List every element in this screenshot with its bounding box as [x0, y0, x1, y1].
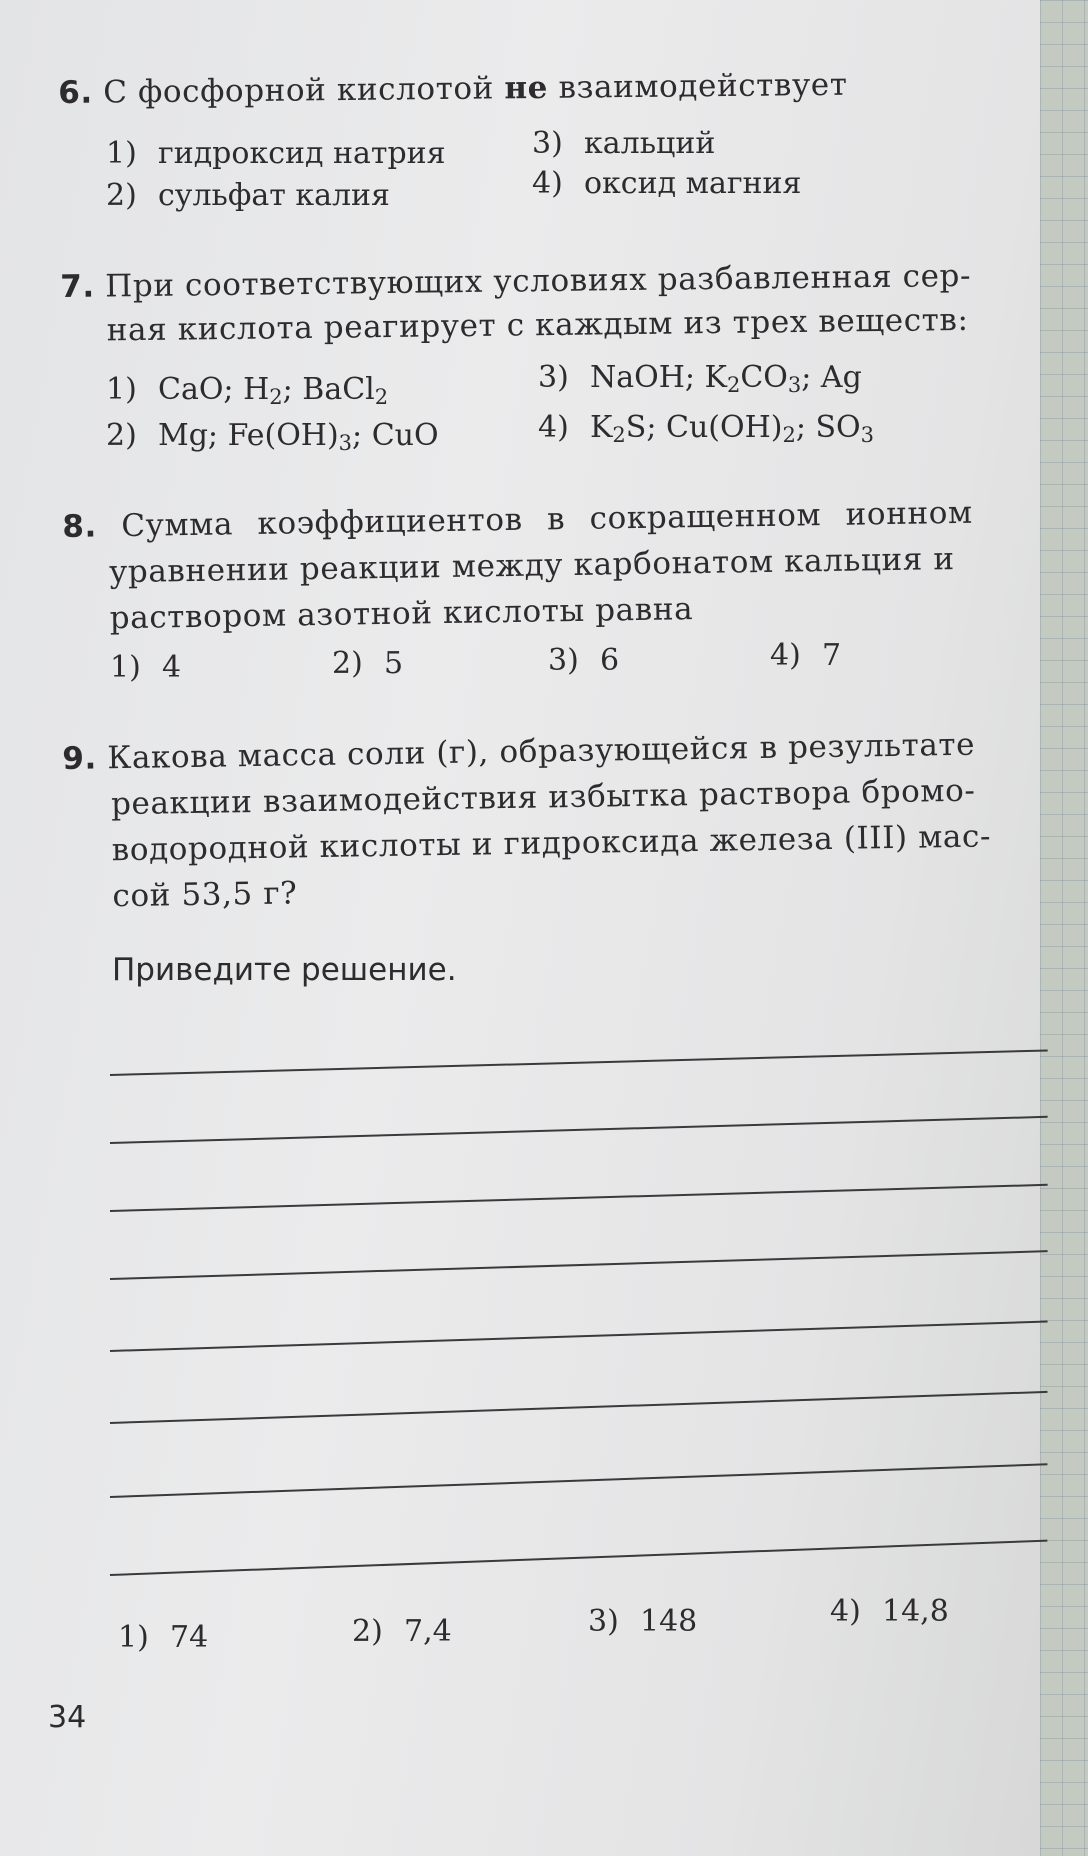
notebook-grid-background	[1040, 0, 1088, 1856]
question-text-line: сой 53,5 г?	[112, 875, 298, 915]
q6-option-3: 3) кальций	[532, 126, 716, 161]
question-text-line: реакции взаимодействия избытка раствора бромо-	[110, 772, 976, 823]
q6-option-4: 4) оксид магния	[532, 166, 802, 201]
q6-option-2: 2) сульфат калия	[106, 178, 390, 213]
question-number: 7.	[60, 268, 96, 305]
question-number: 8.	[62, 508, 98, 545]
question-text-line: ная кислота реагирует с каждым из трех веществ:	[106, 301, 969, 349]
q9-option-4: 4) 14,8	[830, 1594, 949, 1629]
question-text-line: водородной кислоты и гидроксида железа (III) мас-	[111, 818, 992, 869]
question-number: 9.	[62, 740, 98, 777]
q7-option-2: 2) Mg; $Fe(OH)_3$; CuO	[106, 418, 439, 455]
q8-option-3: 3) 6	[548, 643, 620, 678]
q8-option-4: 4) 7	[770, 638, 842, 673]
q8-option-2: 2) 5	[332, 646, 404, 681]
q6-option-1: 1) гидроксид натрия	[106, 136, 446, 171]
question-text-line: Какова масса соли (г), образующейся в результате	[107, 726, 976, 777]
question-text-line: При соответствующих условиях разбавленная сер-	[105, 257, 972, 305]
page-number: 34	[48, 1700, 87, 1735]
q7-option-4: 4) $K_2S$; $Cu(OH)_2$; $SO_3$	[538, 410, 874, 447]
question-text-line: раствором азотной кислоты равна	[109, 591, 694, 637]
solution-prompt: Приведите решение.	[112, 952, 457, 988]
question-text: С фосфорной кислотой не взаимодействует	[103, 66, 848, 111]
question-text-line: уравнении реакции между карбонатом кальция и	[108, 540, 955, 591]
q9-option-2: 2) 7,4	[352, 1614, 452, 1649]
q7-option-1: 1) CaO; $H_2$; BaCl$_2$	[106, 372, 389, 409]
q9-option-3: 3) 148	[588, 1604, 698, 1639]
q8-option-1: 1) 4	[110, 650, 182, 685]
question-text-line: Сумма коэффициентов в сокращенном ионном	[121, 494, 973, 545]
question-number: 6.	[58, 74, 93, 111]
q9-option-1: 1) 74	[118, 1620, 209, 1655]
q7-option-3: 3) NaOH; $K_2CO_3$; Ag	[538, 360, 862, 397]
